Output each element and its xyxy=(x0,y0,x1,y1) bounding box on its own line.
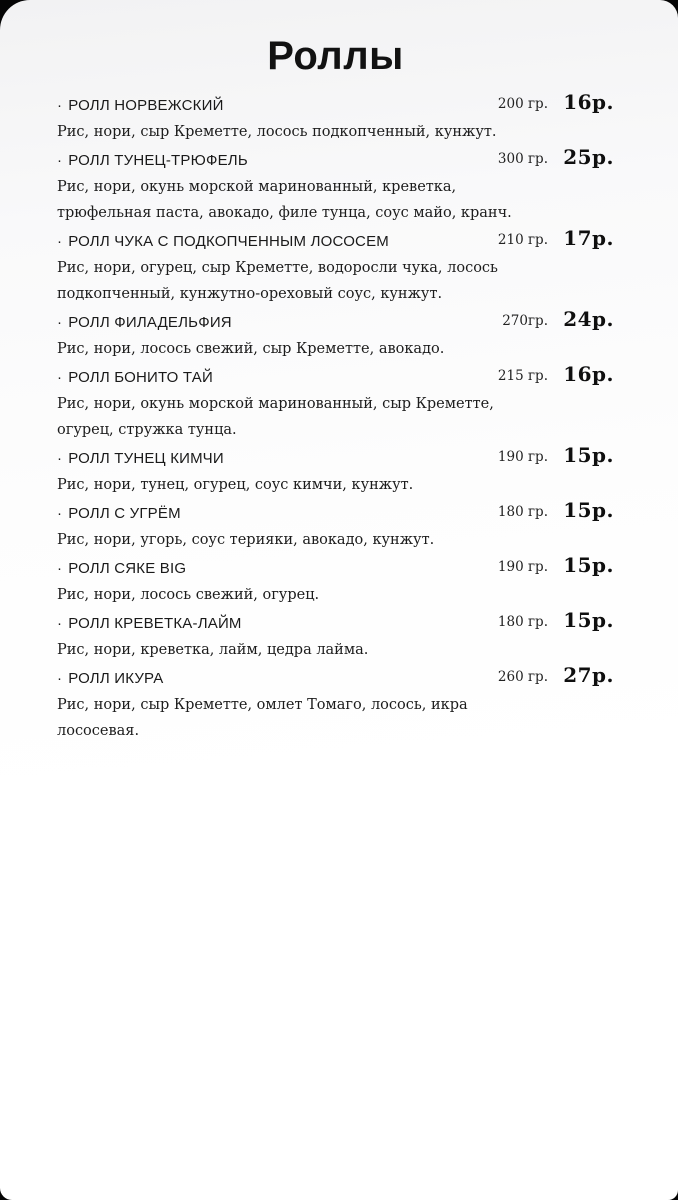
item-price: 15р. xyxy=(563,553,614,577)
item-name xyxy=(57,556,484,582)
bullet-dot-icon: · xyxy=(57,615,63,632)
menu-item xyxy=(57,663,614,744)
item-description-line: Рис, нори, окунь морской маринованный, сыр Креметте, xyxy=(57,396,494,412)
item-weight: 180 гр. xyxy=(497,614,548,630)
menu-item xyxy=(57,90,614,145)
item-row xyxy=(57,145,614,174)
item-weight: 270гр. xyxy=(502,313,548,329)
item-name xyxy=(57,611,484,637)
bullet-dot-icon: · xyxy=(57,152,63,169)
item-price: 15р. xyxy=(563,498,614,522)
item-price: 15р. xyxy=(563,608,614,632)
menu-item xyxy=(57,226,614,307)
item-price: 25р. xyxy=(563,145,614,169)
menu-item xyxy=(57,498,614,553)
item-price: 27р. xyxy=(563,663,614,687)
item-name-text: РОЛЛ ЧУКА С ПОДКОПЧЕННЫМ ЛОСОСЕМ xyxy=(68,233,389,250)
item-price: 24р. xyxy=(563,307,614,331)
item-name-text: РОЛЛ ТУНЕЦ КИМЧИ xyxy=(68,450,224,467)
bullet-dot-icon: · xyxy=(57,670,63,687)
item-name-text: РОЛЛ ТУНЕЦ-ТРЮФЕЛЬ xyxy=(68,152,248,169)
item-name-text: РОЛЛ БОНИТО ТАЙ xyxy=(68,369,213,386)
item-description-line: огурец, стружка тунца. xyxy=(57,422,237,438)
item-weight: 215 гр. xyxy=(497,368,548,384)
item-name xyxy=(57,229,484,255)
item-price: 15р. xyxy=(563,443,614,467)
item-row xyxy=(57,663,614,692)
item-name-text: РОЛЛ НОРВЕЖСКИЙ xyxy=(68,97,224,114)
menu-item xyxy=(57,145,614,226)
page-title: Роллы xyxy=(267,34,404,78)
item-description-line: Рис, нори, огурец, сыр Креметте, водоросли чука, лосось xyxy=(57,260,498,276)
item-name-text: РОЛЛ КРЕВЕТКА-ЛАЙМ xyxy=(68,615,242,632)
menu-item xyxy=(57,608,614,663)
item-name xyxy=(57,148,484,174)
item-weight: 180 гр. xyxy=(497,504,548,520)
bullet-dot-icon: · xyxy=(57,369,63,386)
bullet-dot-icon: · xyxy=(57,97,63,114)
item-row xyxy=(57,498,614,527)
item-weight: 260 гр. xyxy=(497,669,548,685)
item-description-line: Рис, нори, лосось свежий, сыр Креметте, авокадо. xyxy=(57,341,445,357)
item-description-line: Рис, нори, окунь морской маринованный, креветка, xyxy=(57,179,457,195)
menu-item xyxy=(57,443,614,498)
item-weight: 210 гр. xyxy=(497,232,548,248)
item-weight: 300 гр. xyxy=(497,151,548,167)
item-price: 16р. xyxy=(563,362,614,386)
menu-item xyxy=(57,553,614,608)
item-name xyxy=(57,93,484,119)
item-row xyxy=(57,443,614,472)
item-description-line: Рис, нори, креветка, лайм, цедра лайма. xyxy=(57,642,369,658)
bullet-dot-icon: · xyxy=(57,450,63,467)
item-name xyxy=(57,666,484,692)
item-description-line: Рис, нори, лосось свежий, огурец. xyxy=(57,587,320,603)
item-price: 16р. xyxy=(563,90,614,114)
item-name-text: РОЛЛ ФИЛАДЕЛЬФИЯ xyxy=(68,314,232,331)
menu-item xyxy=(57,307,614,362)
item-name xyxy=(57,310,484,336)
bullet-dot-icon: · xyxy=(57,314,63,331)
item-name-text: РОЛЛ СЯКЕ BIG xyxy=(68,560,187,577)
item-name xyxy=(57,501,484,527)
item-row xyxy=(57,90,614,119)
bullet-dot-icon: · xyxy=(57,233,63,250)
item-row xyxy=(57,553,614,582)
item-weight: 190 гр. xyxy=(497,449,548,465)
item-price: 17р. xyxy=(563,226,614,250)
item-description-line: Рис, нори, тунец, огурец, соус кимчи, кунжут. xyxy=(57,477,414,493)
item-name-text: РОЛЛ С УГРЁМ xyxy=(68,505,181,522)
item-description-line: Рис, нори, сыр Креметте, омлет Томаго, лосось, икра xyxy=(57,697,468,713)
item-description-line: Рис, нори, угорь, соус терияки, авокадо, кунжут. xyxy=(57,532,435,548)
item-description-line: трюфельная паста, авокадо, филе тунца, соус майо, кранч. xyxy=(57,205,512,221)
menu-items-list xyxy=(57,90,614,744)
item-description-line: Рис, нори, сыр Креметте, лосось подкопченный, кунжут. xyxy=(57,124,497,140)
item-row xyxy=(57,226,614,255)
item-row xyxy=(57,608,614,637)
item-weight: 190 гр. xyxy=(497,559,548,575)
bullet-dot-icon: · xyxy=(57,505,63,522)
bullet-dot-icon: · xyxy=(57,560,63,577)
item-name xyxy=(57,446,484,472)
item-weight: 200 гр. xyxy=(497,96,548,112)
item-row xyxy=(57,307,614,336)
menu-item xyxy=(57,362,614,443)
item-description-line: подкопченный, кунжутно-ореховый соус, кунжут. xyxy=(57,286,443,302)
item-name-text: РОЛЛ ИКУРА xyxy=(68,670,164,687)
item-description-line: лососевая. xyxy=(57,723,140,739)
item-name xyxy=(57,365,484,391)
item-row xyxy=(57,362,614,391)
